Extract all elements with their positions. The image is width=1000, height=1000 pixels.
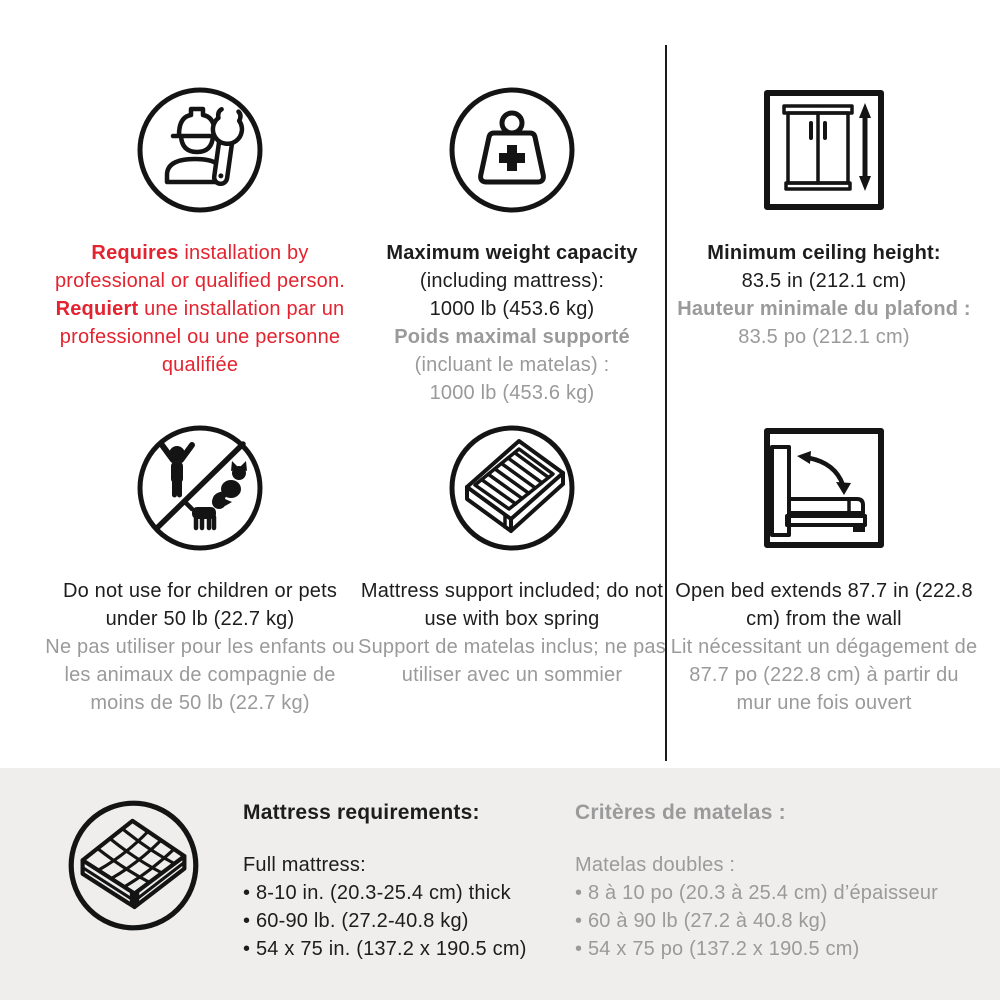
bullet-item: • 8 à 10 po (20.3 à 25.4 cm) d’épaisseur [575,879,980,907]
text-segment: Requiert [55,298,139,320]
no-children-pets-icon-row [40,423,360,553]
mattress-requirements-title-fr: Critères de matelas : [575,801,786,824]
weight-icon-row [357,85,667,215]
ceiling-text-fr [670,295,978,351]
mattress-support-icon-row [357,423,667,553]
mattress-requirements-list-fr [575,879,980,963]
weight-line3-fr: 1000 lb (453.6 kg) [429,382,595,404]
mattress-icon-wrap [66,798,201,933]
bullet-item: • 54 x 75 po (137.2 x 190.5 cm) [575,935,980,963]
text-segment: une installation par un professionnel ou une personne qualifiée [59,298,345,376]
block-ceiling-height [670,85,978,351]
ceiling-title-fr: Hauteur minimale du plafond : [677,298,971,320]
openbed-text-en: Open bed extends 87.7 in (222.8 cm) from the wall [675,580,973,630]
installation-text-en [40,239,360,295]
block-mattress-support [357,423,667,689]
no-children-pets-icon [135,423,265,553]
children-text-en: Do not use for children or pets under 50 lb (22.7 kg) [62,580,338,630]
block-no-children-pets [40,423,360,717]
weight-title-fr: Poids maximal supporté [394,326,630,348]
openbed-text-fr: Lit nécessitant un dégagement de 87.7 po (222.8 cm) à partir du mur une fois ouvert [670,636,978,714]
installer-icon [135,85,265,215]
mattress-requirements-title-en: Mattress requirements: [243,801,480,824]
mattress-requirements-list-en [243,879,553,963]
block-weight-capacity [357,85,667,407]
mattress-support-icon [447,423,577,553]
open-bed-icon [759,423,889,553]
support-text-fr: Support de matelas inclus; ne pas utiliser avec un sommier [358,636,666,686]
block-installation [40,85,360,379]
weight-title-en: Maximum weight capacity [386,242,638,264]
ceiling-value-en: 83.5 in (212.1 cm) [741,270,907,292]
weight-line3-en: 1000 lb (453.6 kg) [429,298,595,320]
installation-text-fr [40,295,360,379]
bullet-item: • 8-10 in. (20.3-25.4 cm) thick [243,879,553,907]
mattress-requirements-subtitle-fr: Matelas doubles : [575,854,736,876]
weight-icon [447,85,577,215]
support-text-en: Mattress support included; do not use with box spring [360,580,664,630]
mattress-requirements-en [243,799,553,963]
block-open-bed [670,423,978,717]
ceiling-icon-row [670,85,978,215]
ceiling-value-fr: 83.5 po (212.1 cm) [738,326,910,348]
weight-text-en [357,239,667,323]
ceiling-title-en: Minimum ceiling height: [707,242,941,264]
open-bed-icon-row [670,423,978,553]
text-segment: installation by professional or qualified person. [54,242,346,292]
weight-line2-en: (including mattress): [419,270,605,292]
bullet-item: • 54 x 75 in. (137.2 x 190.5 cm) [243,935,553,963]
mattress-requirements-subtitle-en: Full mattress: [243,854,366,876]
weight-text-fr [357,323,667,407]
bullet-item: • 60 à 90 lb (27.2 à 40.8 kg) [575,907,980,935]
text-segment: Requires [91,242,179,264]
mattress-requirements-fr [575,799,980,963]
installation-icon-row [40,85,360,215]
mattress-requirements-band [0,768,1000,1000]
mattress-icon [66,798,201,933]
ceiling-text-en [670,239,978,295]
bullet-item: • 60-90 lb. (27.2-40.8 kg) [243,907,553,935]
ceiling-height-icon [759,85,889,215]
children-text-fr: Ne pas utiliser pour les enfants ou les animaux de compagnie de moins de 50 lb (22.7 kg) [45,636,355,714]
weight-line2-fr: (incluant le matelas) : [414,354,610,376]
